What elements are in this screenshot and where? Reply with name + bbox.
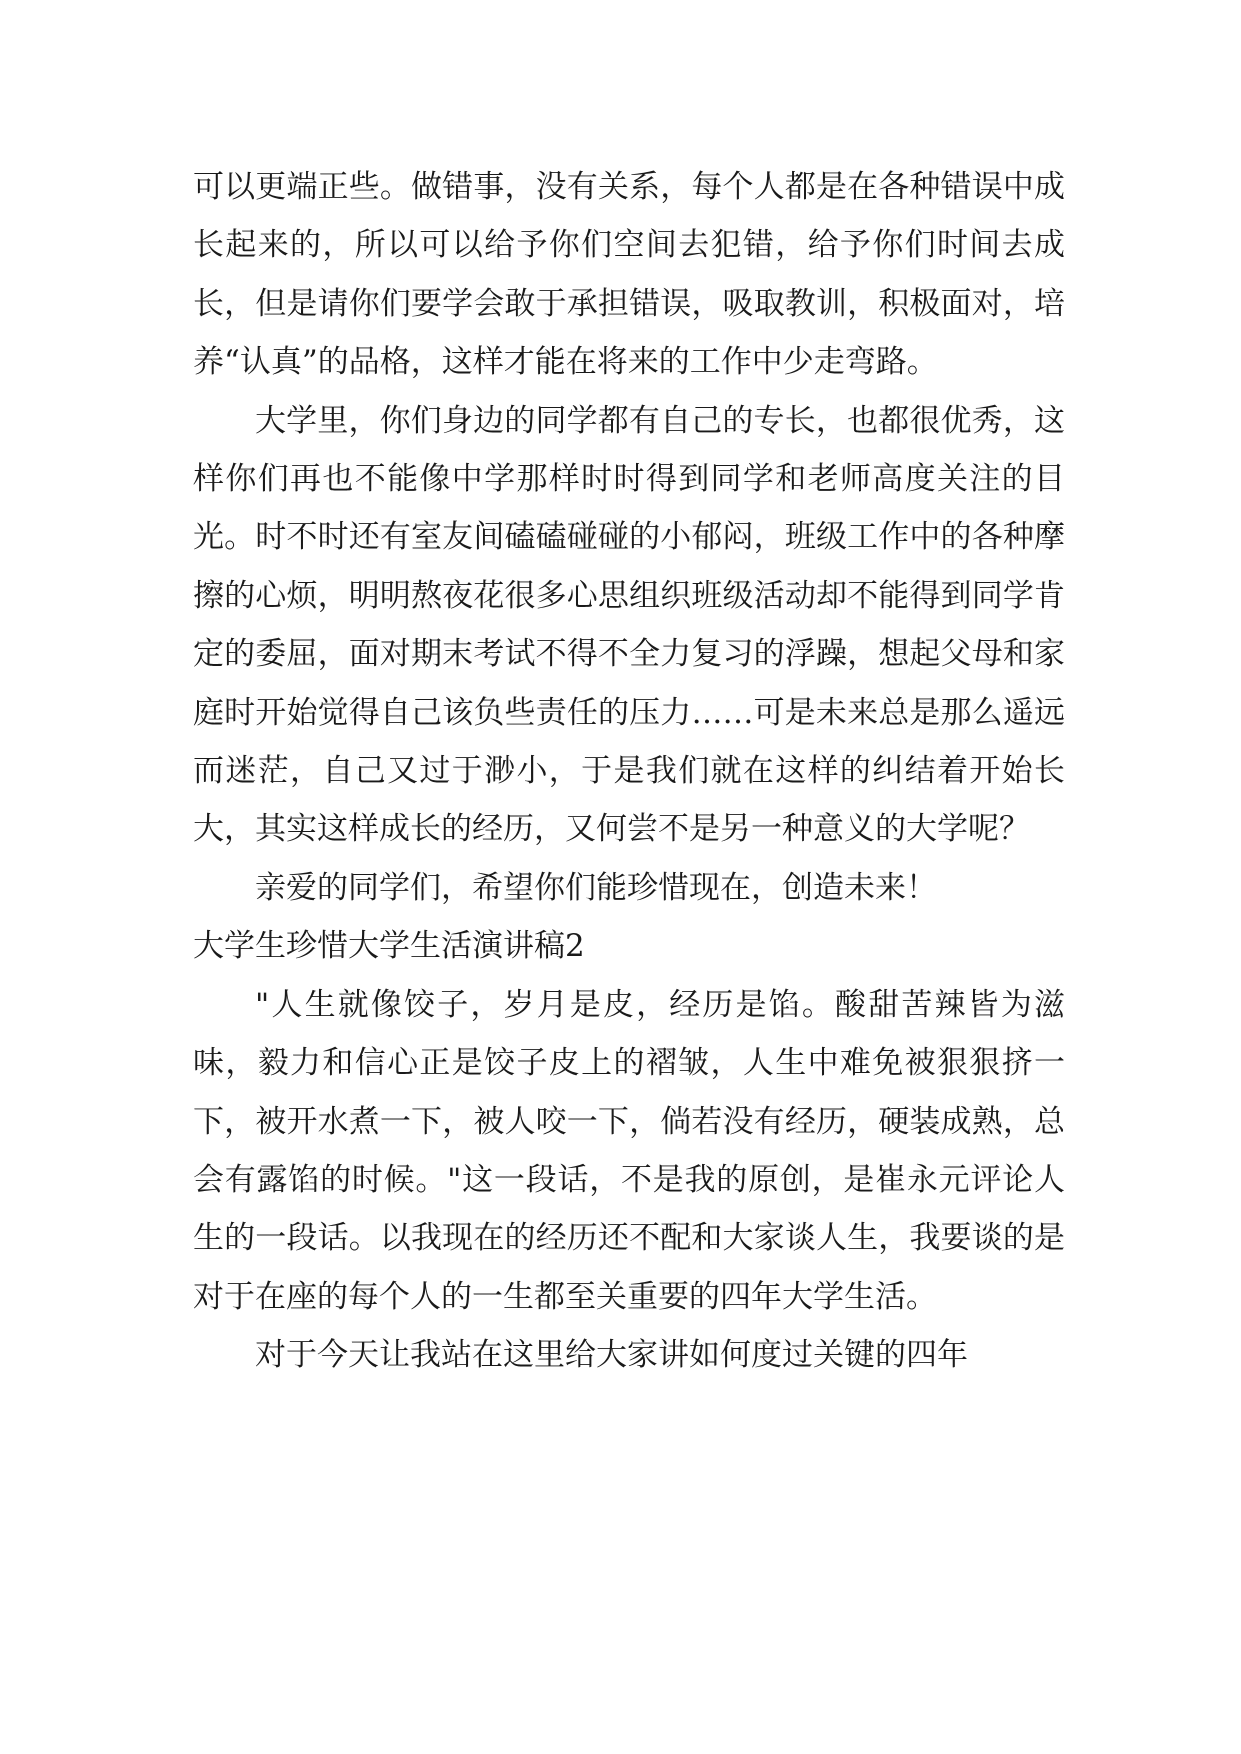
document-body [193,158,1065,1385]
paragraph-4: "人生就像饺子，岁月是皮，经历是馅。酸甜苦辣皆为滋味，毅力和信心正是饺子皮上的褶皱，人生中难免被狠狠挤一下，被开水煮一下，被人咬一下，倘若没有经历，硬装成熟，总会有露馅的时候。"这一段话，不是我的原创，是崔永元评论人生的一段话。以我现在的经历还不配和大家谈人生，我要谈的是对于在座的每个人的一生都至关重要的四年大学生活。 [193,986,1065,1315]
paragraph-2: 大学里，你们身边的同学都有自己的专长，也都很优秀，这样你们再也不能像中学那样时时得到同学和老师高度关注的目光。时不时还有室友间磕磕碰碰的小郁闷，班级工作中的各种摩擦的心烦，明明熬夜花很多心思组织班级活动却不能得到同学肯定的委屈，面对期末考试不得不全力复习的浮躁，想起父母和家庭时开始觉得自己该负些责任的压力……可是未来总是那么遥远而迷茫，自己又过于渺小，于是我们就在这样的纠结着开始长大，其实这样成长的经历，又何尝不是另一种意义的大学呢？ [193,402,1065,848]
section-title: 大学生珍惜大学生活演讲稿2 [193,928,585,965]
paragraph-5: 对于今天让我站在这里给大家讲如何度过关键的四年 [255,1337,968,1374]
paragraph-3: 亲爱的同学们，希望你们能珍惜现在，创造未来！ [255,869,937,906]
paragraph-1: 可以更端正些。做错事，没有关系，每个人都是在各种错误中成长起来的，所以可以给予你们空间去犯错，给予你们时间去成长，但是请你们要学会敢于承担错误，吸取教训，积极面对，培养“认真”的品格，这样才能在将来的工作中少走弯路。 [193,169,1065,381]
